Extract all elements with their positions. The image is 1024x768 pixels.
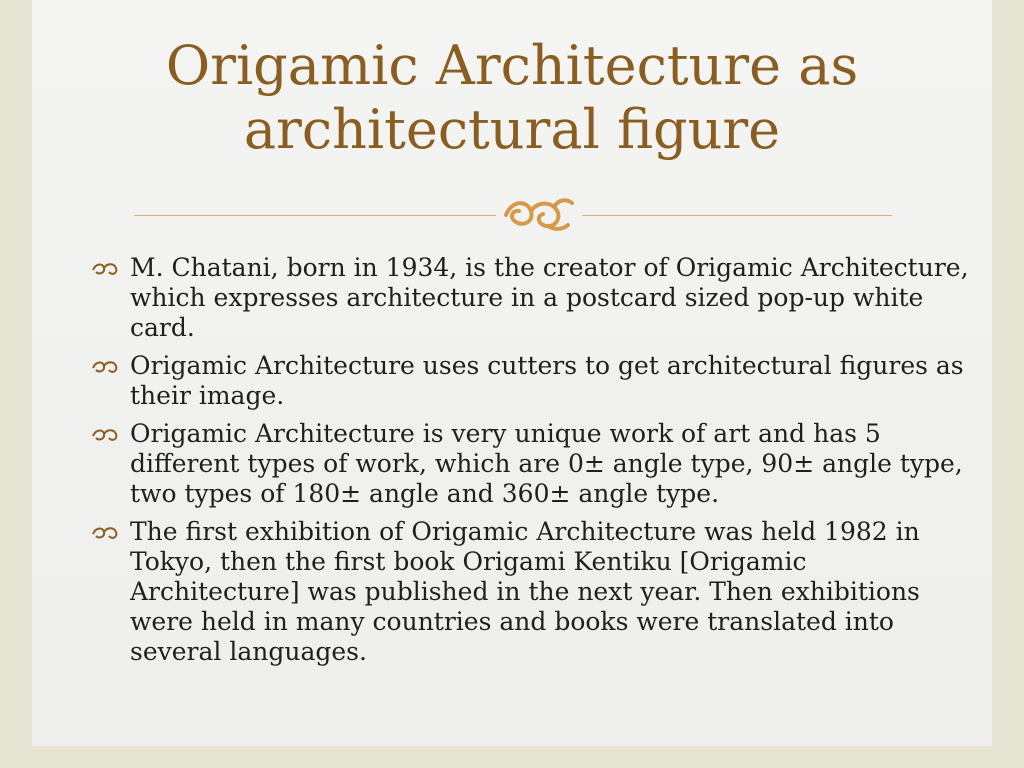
slide-title: [32, 34, 992, 162]
scroll-bullet-icon: [90, 260, 120, 278]
bullet-text-3: Origamic Architecture is very unique work of art and has 5 different types of work, which are 0± angle type, 90± angle type, two types of 180± angle and 360± angle type.: [130, 419, 963, 508]
slide: [32, 0, 992, 746]
bullet-list: [90, 253, 970, 675]
title-divider-right: [582, 215, 892, 216]
bullet-item-4: [90, 517, 970, 667]
bullet-text-1: M. Chatani, born in 1934, is the creator of Origamic Architecture, which expresses architecture in a postcard sized pop-up white card.: [130, 253, 969, 342]
title-divider-left: [134, 215, 496, 216]
scroll-bullet-icon: [90, 426, 120, 444]
title-line-2: architectural figure: [243, 98, 781, 161]
scroll-bullet-icon: [90, 358, 120, 376]
scroll-ornament-icon: [498, 190, 580, 236]
bullet-text-4: The first exhibition of Origamic Architecture was held 1982 in Tokyo, then the first book Origami Kentiku [Origamic Architecture] was published in the next year. Then exhibitions were held in many countries and books were translated into several languages.: [130, 517, 920, 666]
title-line-1: Origamic Architecture as: [165, 34, 859, 97]
bullet-item-1: [90, 253, 970, 343]
bullet-item-3: [90, 419, 970, 509]
bullet-text-2: Origamic Architecture uses cutters to get architectural figures as their image.: [130, 351, 964, 410]
scroll-bullet-icon: [90, 524, 120, 542]
bullet-item-2: [90, 351, 970, 411]
